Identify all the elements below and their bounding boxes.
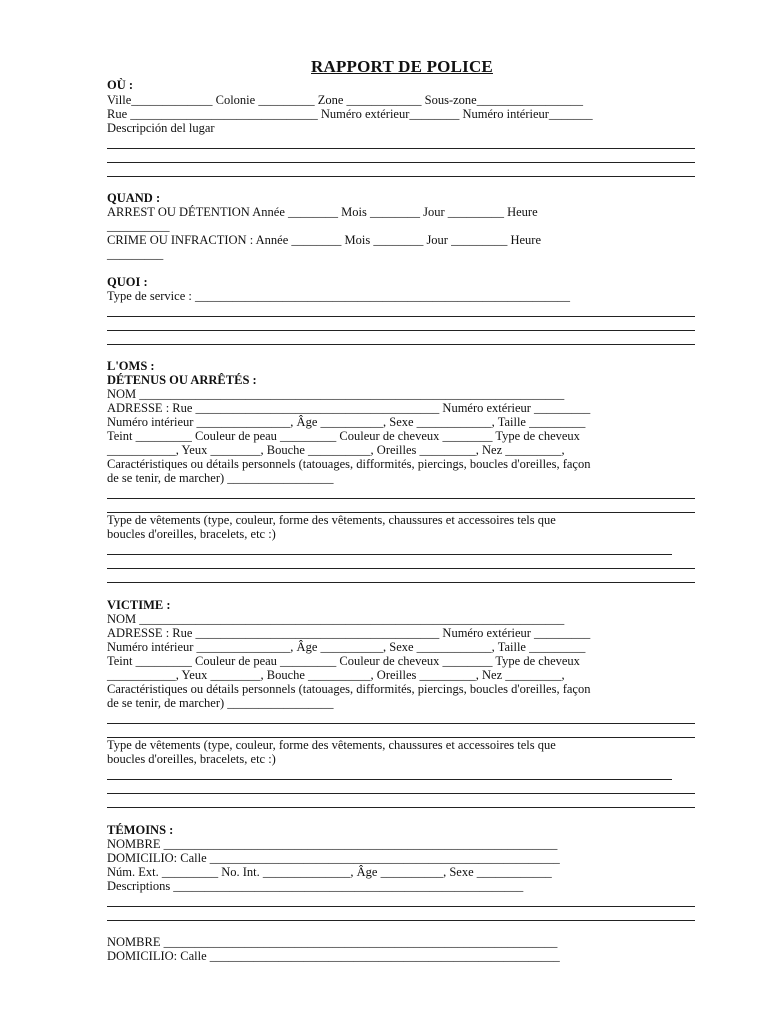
victim-complexion-line[interactable]: Teint _________ Couleur de peau _________ Couleur de cheveux ________ Type de cheveux: [107, 654, 580, 668]
victim-name-field[interactable]: NOM ____________________________________________________________________: [107, 612, 565, 626]
location-description-field[interactable]: [107, 176, 695, 177]
victim-features-line[interactable]: ___________, Yeux ________, Bouche __________, Oreilles _________, Nez _________,: [107, 668, 565, 682]
section-loms-heading: L'OMS :: [107, 359, 155, 373]
detainee-name-field[interactable]: NOM ____________________________________________________________________: [107, 387, 565, 401]
victim-clothing-field[interactable]: [107, 779, 672, 780]
victim-posture-line[interactable]: de se tenir, de marcher) _________________: [107, 696, 334, 710]
section-quoi-heading: QUOI :: [107, 275, 148, 289]
victim-details-field[interactable]: [107, 723, 695, 724]
detainee-address-line[interactable]: ADRESSE : Rue _______________________________________ Numéro extérieur _________: [107, 401, 591, 415]
detainee-number-age-line[interactable]: Numéro intérieur _______________, Âge __________, Sexe ____________, Taille _________: [107, 415, 586, 429]
witness-details-field[interactable]: [107, 906, 695, 907]
witness-address-field[interactable]: DOMICILIO: Calle ________________________________________________________: [107, 851, 560, 865]
service-details-field[interactable]: [107, 316, 695, 317]
location-street-line[interactable]: Rue ______________________________ Numéro extérieur________ Numéro intérieur_______: [107, 107, 593, 121]
crime-date-line[interactable]: CRIME OU INFRACTION : Année ________ Mois ________ Jour _________ Heure: [107, 233, 542, 247]
witness2-name-field[interactable]: NOMBRE _______________________________________________________________: [107, 935, 558, 949]
arrest-hour-field[interactable]: __________: [107, 219, 170, 233]
witness2-address-field[interactable]: DOMICILIO: Calle ________________________________________________________: [107, 949, 560, 963]
section-quand-heading: QUAND :: [107, 191, 161, 205]
victim-number-age-line[interactable]: Numéro intérieur _______________, Âge __________, Sexe ____________, Taille _________: [107, 640, 586, 654]
location-description-label: Descripción del lugar: [107, 121, 215, 135]
detainee-clothing-field[interactable]: [107, 554, 672, 555]
witness-descriptions-field[interactable]: Descriptions ________________________________________________________: [107, 879, 524, 893]
victim-characteristics-label: Caractéristiques ou détails personnels (tatouages, difformités, piercings, boucles d'oreilles, façon: [107, 682, 591, 696]
section-ou-heading: OÙ :: [107, 78, 134, 92]
service-details-field[interactable]: [107, 344, 695, 345]
victim-clothing-label-cont: boucles d'oreilles, bracelets, etc :): [107, 752, 276, 766]
detainee-characteristics-label: Caractéristiques ou détails personnels (tatouages, difformités, piercings, boucles d'oreilles, façon: [107, 457, 591, 471]
service-type-line[interactable]: Type de service : ____________________________________________________________: [107, 289, 570, 303]
victim-clothing-label: Type de vêtements (type, couleur, forme des vêtements, chaussures et accessoires tels que: [107, 738, 556, 752]
crime-hour-field[interactable]: _________: [107, 247, 164, 261]
victim-clothing-field[interactable]: [107, 807, 695, 808]
detainee-posture-line[interactable]: de se tenir, de marcher) _________________: [107, 471, 334, 485]
detainee-features-line[interactable]: ___________, Yeux ________, Bouche __________, Oreilles _________, Nez _________,: [107, 443, 565, 457]
service-details-field[interactable]: [107, 330, 695, 331]
detainee-clothing-label: Type de vêtements (type, couleur, forme des vêtements, chaussures et accessoires tels que: [107, 513, 556, 527]
victim-clothing-field[interactable]: [107, 793, 695, 794]
detainee-details-field[interactable]: [107, 498, 695, 499]
location-city-line[interactable]: Ville_____________ Colonie _________ Zone ____________ Sous-zone_________________: [107, 93, 583, 107]
location-description-field[interactable]: [107, 148, 695, 149]
section-victim-heading: VICTIME :: [107, 598, 171, 612]
detainee-clothing-field[interactable]: [107, 568, 695, 569]
location-description-field[interactable]: [107, 162, 695, 163]
section-witnesses-heading: TÉMOINS :: [107, 823, 174, 837]
arrest-date-line[interactable]: ARREST OU DÉTENTION Année ________ Mois ________ Jour _________ Heure: [107, 205, 538, 219]
detainee-clothing-field[interactable]: [107, 582, 695, 583]
detainees-subheading: DÉTENUS OU ARRÊTÉS :: [107, 373, 257, 387]
report-title: RAPPORT DE POLICE: [311, 57, 493, 76]
witness-details-field[interactable]: [107, 920, 695, 921]
witness-name-field[interactable]: NOMBRE _______________________________________________________________: [107, 837, 558, 851]
detainee-clothing-label-cont: boucles d'oreilles, bracelets, etc :): [107, 527, 276, 541]
witness-number-age-line[interactable]: Núm. Ext. _________ No. Int. ______________, Âge __________, Sexe ____________: [107, 865, 552, 879]
victim-address-line[interactable]: ADRESSE : Rue _______________________________________ Numéro extérieur _________: [107, 626, 591, 640]
detainee-complexion-line[interactable]: Teint _________ Couleur de peau _________ Couleur de cheveux ________ Type de cheveux: [107, 429, 580, 443]
